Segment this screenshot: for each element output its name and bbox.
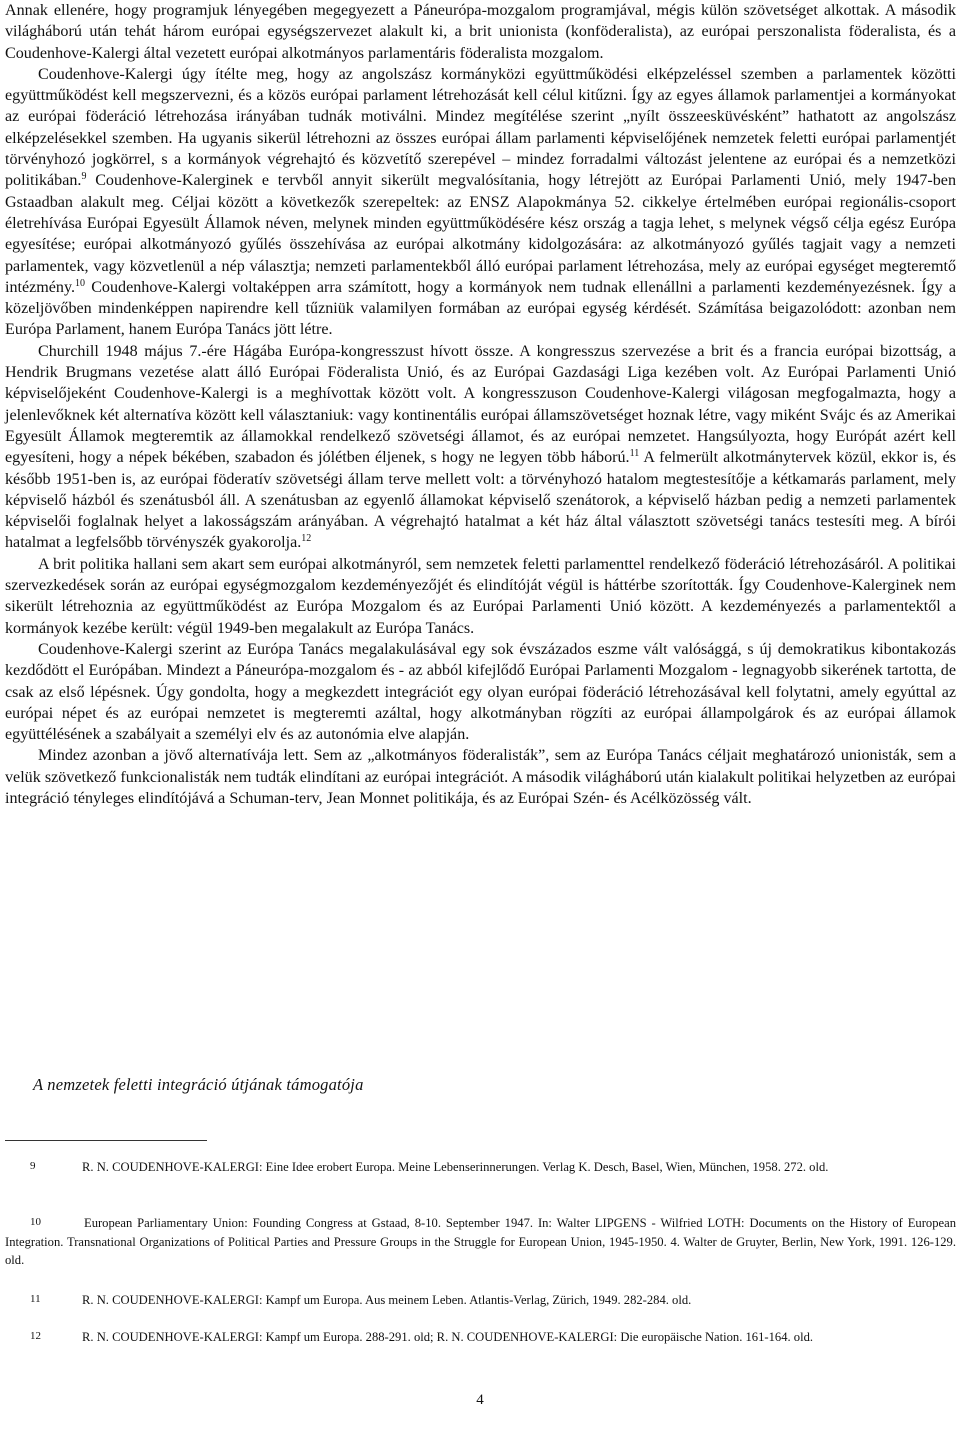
footnote-reference: 11: [629, 448, 640, 460]
footnote-10: [5, 1213, 956, 1270]
body-paragraph: [5, 554, 956, 639]
paragraph-text: A brit politika hallani sem akart sem európai alkotmányról, sem nemzetek feletti parlamenttel rendelkező föderáció létrehozásáról. A politikai szervezkedések során az európai egységmozgalom kezdeményezőjét és elindítóját végül is háttérbe szorították. Így Coudenhove-Kalerginek nem sikerült létrehoznia az együttműködést az Európa Mozgalom és az Európai Parlamenti Unió között. A kezdeményezés a parlamentektől a kormányok kezébe került: végül 1949-ben megalakult az Európa Tanács.: [5, 555, 956, 637]
body-paragraph: [5, 0, 956, 64]
footnote-number: 10: [30, 1216, 41, 1228]
document-page: [5, 0, 956, 809]
section-heading: A nemzetek feletti integráció útjának támogatója: [33, 1075, 364, 1094]
footnote-9: [5, 1157, 956, 1177]
paragraph-text: Churchill 1948 május 7.-ére Hágába Európa-kongresszust hívott össze. A kongresszus szervezése a brit és a francia európai bizottság, a Hendrik Brugmans vezetése alatt álló Európai Föderalista Unió, és az Európai Gazdasági Liga kezében volt. Az Európai Parlamenti Unió képviselőjeként Coudenhove-Kalergi is a meghívottak között volt. A kongresszuson Coudenhove-Kalergi világosan megfogalmazta, hogy a jelenlevőknek két alternatíva között kell választaniuk: vagy kontinentális európai államszövetséget hoznak létre, vagy miként Svájc és az Amerikai Egyesült Államok megteremtik az államokkal rendelkező szövetségi államot, és az európai nemzetet. Hangsúlyozta, hogy Európát azért kell egyesíteni, hogy a népek békében, szabadon és jólétben éljenek, s hogy ne legyen több háború.: [5, 342, 956, 467]
paragraph-text: Coudenhove-Kalerginek e tervből annyit sikerült megvalósítania, hogy létrejött az Európai Parlamenti Unió, mely 1947-ben Gstaadban alakult meg. Céljai között a következők szerepeltek: az ENSZ Alapokmánya 52. cikkelye értelmében európai regionális-csoport életrehívása Európai Egyesült Államok néven, melynek minden együttműködésére kész ország a tagja lehet, s melynek végső célja egész Európa egyesítése; európai alkotmányozó gyűlés összehívása az európai alkotmány kidolgozására: az alkotmányozó gyűlés tagjait vagy a nemzeti parlamentek, vagy közvetlenül a nép választja; nemzeti parlamentekből álló európai parlament létrehozása, mely az európai egységet megteremtő intézmény.: [5, 172, 956, 296]
body-paragraph: [5, 639, 956, 745]
footnote-reference: 9: [81, 171, 87, 183]
footnote-number: 12: [30, 1330, 41, 1342]
footnote-text: European Parliamentary Union: Founding Congress at Gstaad, 8-10. September 1947. In: Walter LIPGENS - Wilfried LOTH: Documents on the History of European Integration. Transnational Organizations of Political Parties and Pressure Groups in the Struggle for European Union, 1945-1950. 4. Walter de Gruyter, Berlin, New York, 1991. 126-129. old.: [5, 1216, 956, 1267]
footnote-12: [5, 1327, 956, 1347]
paragraph-text: Coudenhove-Kalergi voltaképpen arra számított, hogy a kormányok nem tudnak ellenállni a parlamenti kezdeményezésnek. Így a közeljövőben mindenképpen napirendre kell tűzniük valamilyen formában az európai egység kérdését. Számítása beigazolódott: azonban nem Európa Parlament, hanem Európa Tanács jött létre.: [5, 278, 956, 339]
page-number: 4: [476, 1392, 484, 1408]
body-paragraph: [5, 745, 956, 809]
footnote-11: [5, 1290, 956, 1310]
footnote-separator: [5, 1140, 207, 1141]
body-paragraph: [5, 64, 956, 341]
paragraph-text: Coudenhove-Kalergi úgy ítélte meg, hogy az angolszász kormányközi együttműködési elképzeléssel szemben a parlamentek közötti együttműködést kell megszervezni, és a közös európai parlament létrehozását kell célul kitűzni. Így az egyes államok parlamentjei a kormányokat az európai föderáció létrehozása irányában tudnák motiválni. Mindez megítélése szerint „nyílt összeesküvésként” hathatott az angolszász elképzelésekkel szemben. Ha ugyanis sikerül létrehozni az összes európai állam parlamenti képviselőjének nemzetek feletti európai parlamentjét törvényhozó jogkörrel, s a kormányok végrehajtó és közvetítő szerepével – mindez forradalmi változást jelentene az európai és a nemzetközi politikában.: [5, 65, 956, 190]
paragraph-text: A felmerült alkotmánytervek közül, ekkor is, és később 1951-ben is, az európai föderatív szövetségi állam terve mellett volt: a törvényhozó hatalom megtestesítője a kétkamarás parlament, mely képviselő házból és szenátusból áll. A szenátusban az egyenlő államokat képviselő szenátorok, a képviselő házban pedig a nemzeti parlamentek képviselői foglalnak helyet a lakosságszám arányában. A végrehajtó hatalmat a két ház által választott szövetségi tanács testesíti meg. A bírói hatalmat a legfelsőbb törvényszék gyakorolja.: [5, 449, 956, 552]
footnote-number: 9: [30, 1160, 36, 1172]
body-paragraph: [5, 341, 956, 554]
footnote-text: R. N. COUDENHOVE-KALERGI: Kampf um Europa. 288-291. old; R. N. COUDENHOVE-KALERGI: Die europäische Nation. 161-164. old.: [82, 1330, 814, 1344]
footnote-number: 11: [30, 1293, 41, 1305]
footnote-reference: 12: [301, 533, 312, 545]
paragraph-text: Annak ellenére, hogy programjuk lényegében megegyezett a Páneurópa-mozgalom programjával, mégis külön szövetséget alkottak. A második világháború után tehát három európai egységszervezet alakult ki, a brit unionista (konföderalista), az európai perszonalista föderalista, és a Coudenhove-Kalergi által vezetett európai alkotmányos parlamentáris föderalista mozgalom.: [5, 2, 956, 62]
footnote-text: R. N. COUDENHOVE-KALERGI: Kampf um Europa. Aus meinem Leben. Atlantis-Verlag, Zürich, 1949. 282-284. old.: [82, 1293, 692, 1307]
paragraph-text: Coudenhove-Kalergi szerint az Európa Tanács megalakulásával egy sok évszázados eszme vált valósággá, s új demokratikus kibontakozás kezdődött el Európában. Mindezt a Páneurópa-mozgalom és - az abból kifejlődő Európai Parlamenti Mozgalom - legnagyobb sikerének tartotta, de csak az első lépésnek. Úgy gondolta, hogy a megkezdett integrációt egy olyan európai föderáció létrehozásával kell folytatni, amely egyúttal az európai népet és az európai nemzetet is megteremti azáltal, hogy alkotmányban rögzíti az európai állampolgárok és az európai államok együttélésének a szabályait a személyi elv és az autonómia elve alapján.: [5, 640, 956, 744]
body-text: [5, 0, 956, 809]
footnote-reference: 10: [75, 277, 86, 289]
paragraph-text: Mindez azonban a jövő alternatívája lett. Sem az „alkotmányos föderalisták”, sem az Európa Tanács céljait meghatározó unionisták, sem a velük szövetkező funkcionalisták nem tudták elindítani az európai integrációt. A második világháború után kialakult politikai helyzetben az európai integráció tényleges elindítójává a Schuman-terv, Jean Monnet politikája, és az Európai Szén- és Acélközösség vált.: [5, 747, 956, 807]
footnote-text: R. N. COUDENHOVE-KALERGI: Eine Idee erobert Europa. Meine Lebenserinnerungen. Verlag K. Desch, Basel, Wien, München, 1958. 272. old.: [82, 1160, 829, 1174]
